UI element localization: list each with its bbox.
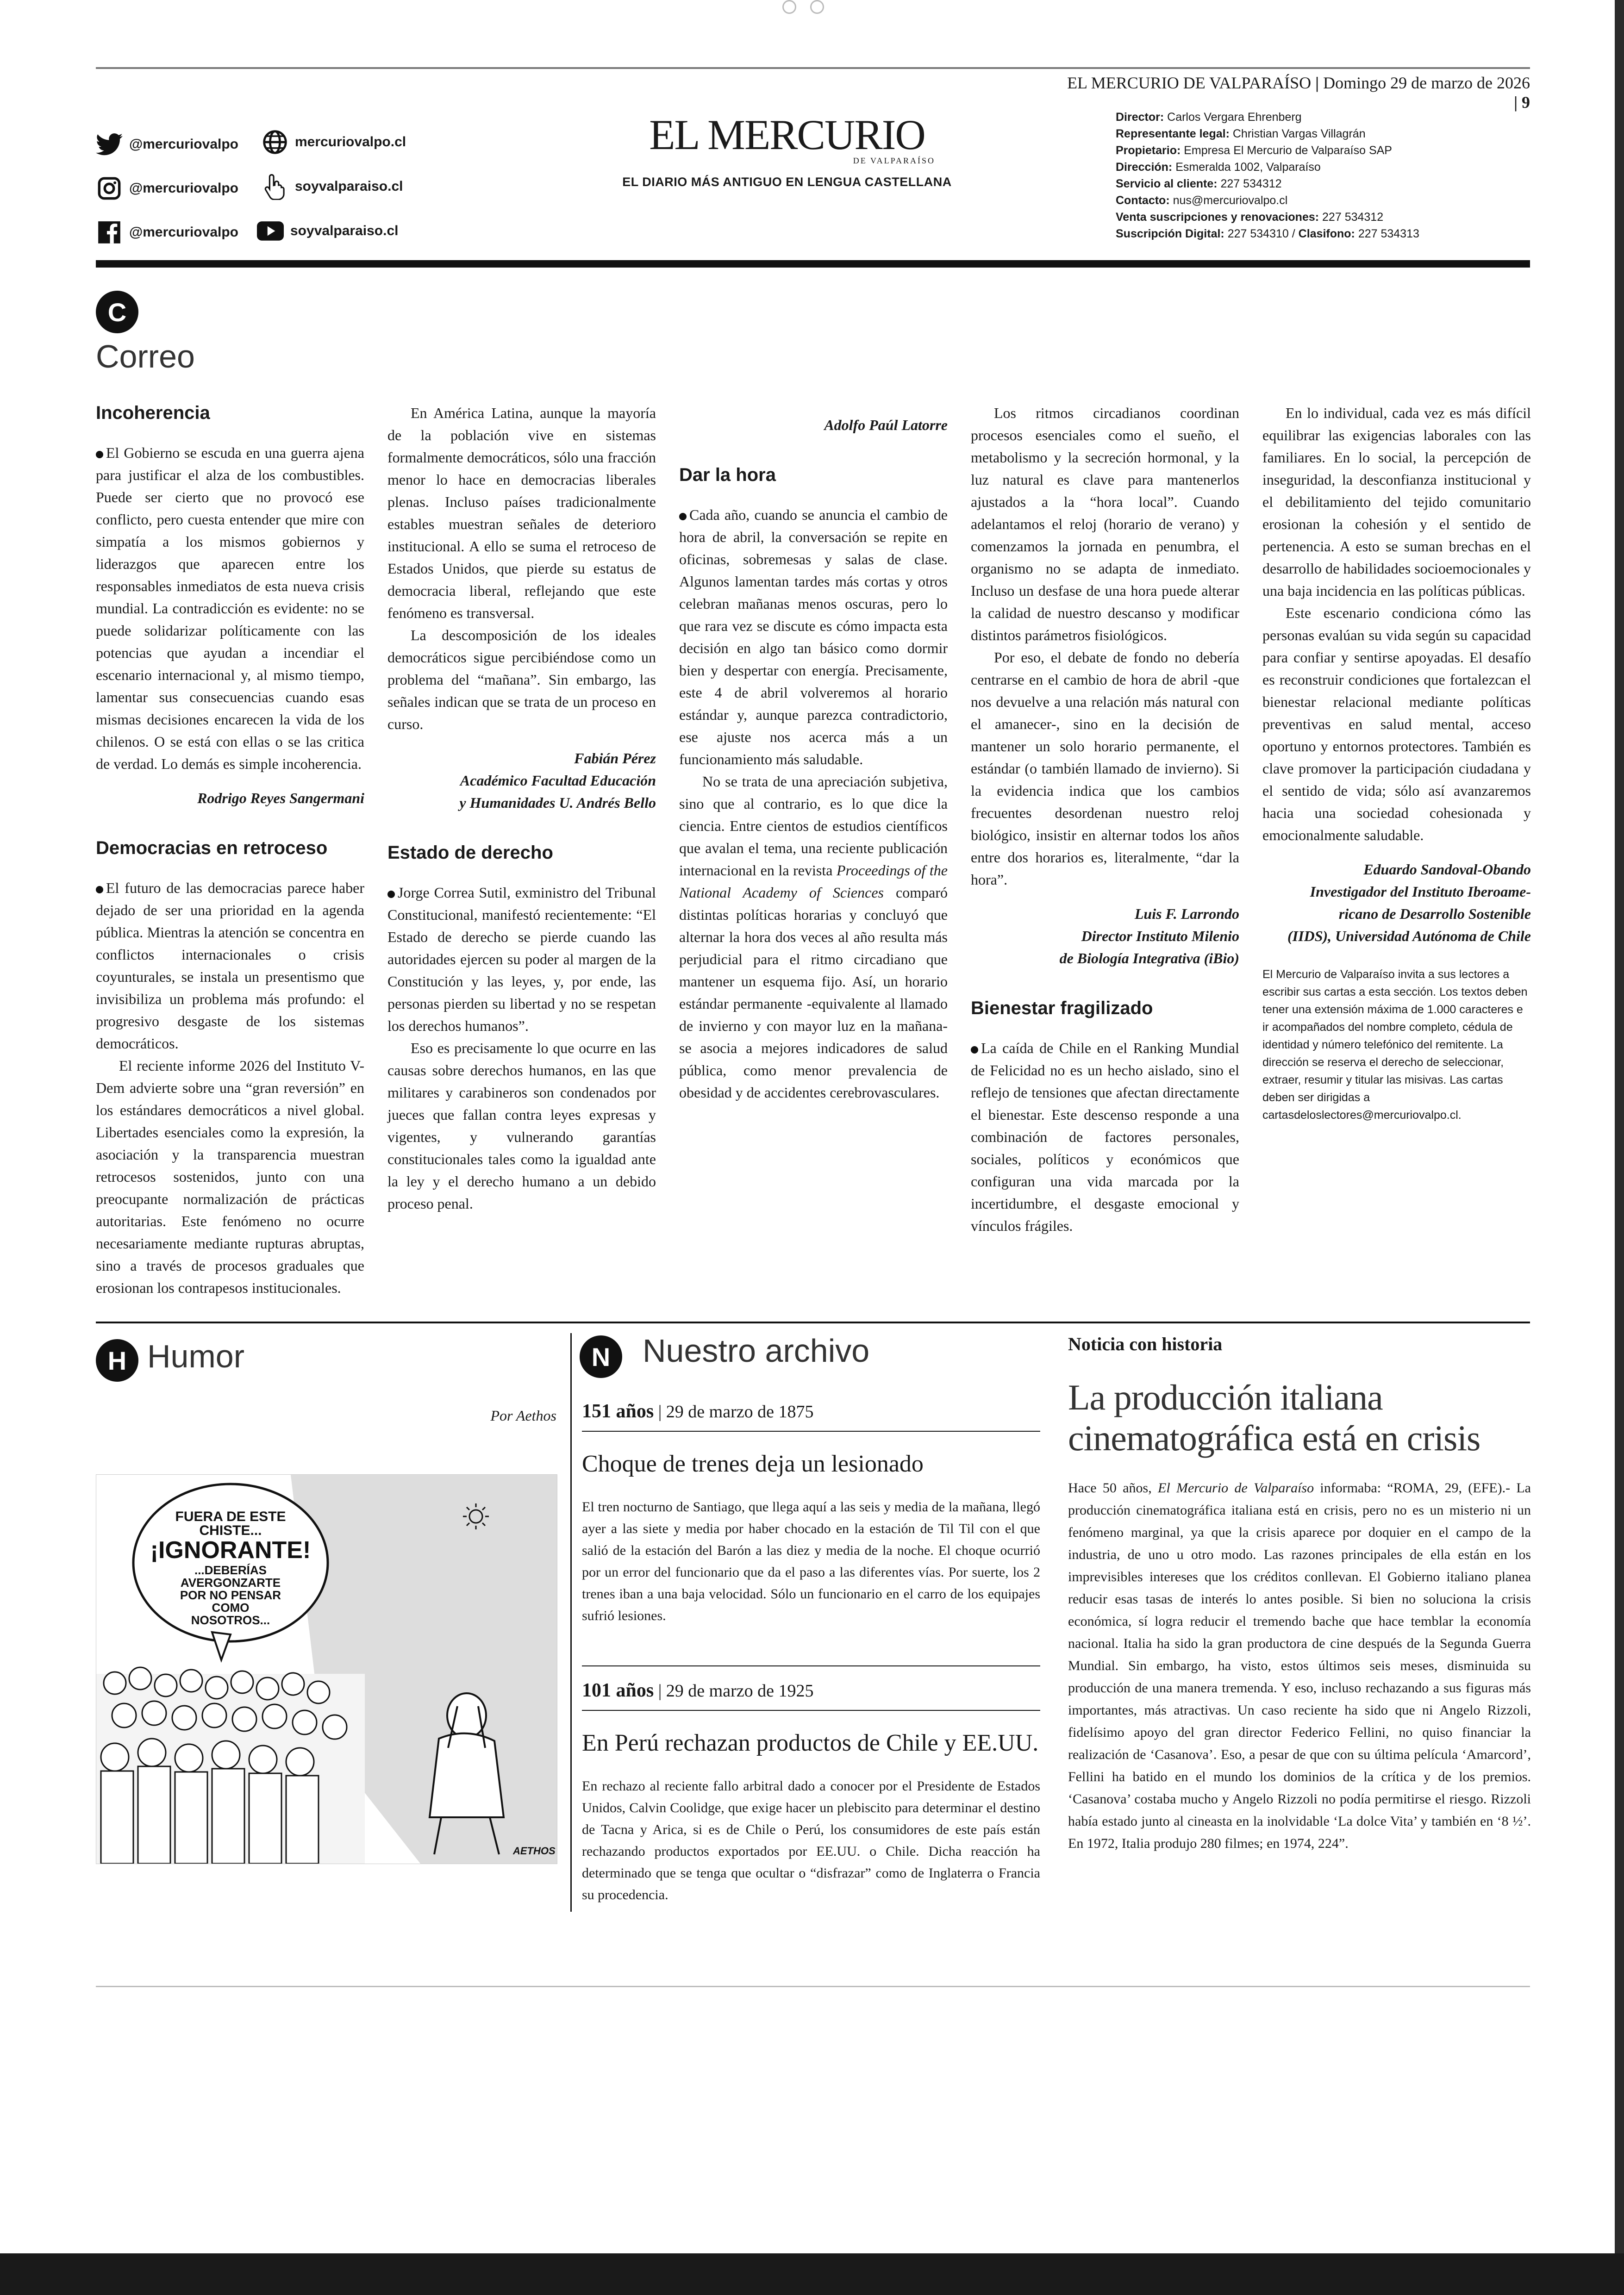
signature-line: Director Instituto Milenio — [1081, 928, 1239, 944]
staff-value: Esmeralda 1002, Valparaíso — [1175, 161, 1321, 174]
social-label: soyvalparaiso.cl — [295, 179, 403, 194]
letter-text: Cada año, cuando se anuncia el cambio de hora de abril, la conversación se repite en oficinas, sobremesas y salas de clase. Algunos lamentan tardes más cortas y otros celebran mañanas menos oscuras, pero lo que rara vez se discute es cómo impacta esta decisión en algo tan básico como dormir bien y despertar con energía. Precisamente, este 4 de abril volveremos al horario estándar y, aunque parezca contradictorio, ese ajuste nos acerca más a un funcionamiento más saludable. — [679, 506, 948, 767]
humor-cartoon — [96, 1474, 557, 1864]
letter-signature — [1262, 858, 1531, 947]
staff-value: Empresa El Mercurio de Valparaíso SAP — [1184, 144, 1392, 157]
signature-line: y Humanidades U. Andrés Bello — [459, 794, 656, 811]
staff-value: 227 534313 — [1358, 227, 1419, 240]
letters-column-2 — [387, 402, 656, 1215]
letters-column-1 — [96, 402, 364, 1299]
bubble-line: ...DEBERÍAS — [194, 1563, 267, 1577]
letter-paragraph — [96, 877, 364, 1054]
section-title-humor: Humor — [147, 1338, 245, 1374]
staff-label: Venta suscripciones y renovaciones: — [1116, 211, 1319, 224]
facebook-icon — [96, 219, 123, 246]
social-label: @mercuriovalpo — [129, 181, 238, 196]
divider — [582, 1710, 1040, 1711]
section-title-correo: Correo — [96, 338, 195, 374]
bubble-line: FUERA DE ESTE — [175, 1509, 286, 1524]
staff-row — [1116, 175, 1532, 192]
social-web[interactable] — [262, 129, 406, 156]
archive-item-dateline — [582, 1679, 1040, 1702]
tagline: EL DIARIO MÁS ANTIGUO EN LENGUA CASTELLANA — [622, 175, 952, 189]
letters-column-3 — [679, 402, 948, 1104]
top-rule — [96, 67, 1530, 69]
cartoon-byline: Por Aethos — [490, 1407, 556, 1424]
letter-paragraph — [96, 442, 364, 775]
staff-row — [1116, 209, 1532, 225]
social-youtube[interactable] — [257, 218, 398, 244]
letter-heading: Dar la hora — [679, 465, 776, 485]
story-kicker: Noticia con historia — [1068, 1334, 1223, 1354]
folio-date: Domingo 29 de marzo de 2026 — [1323, 74, 1530, 92]
letter-paragraph: Este escenario condiciona cómo las personas evalúan su vida según su capacidad para confiar y sentirse apoyadas. El desafío es reconstruir condiciones que fortalezcan el bienestar relacional mediante políticas preventivas en salud mental, acceso oportuno y entornos protectores. También es clave promover la participación ciudadana y el sentido de vida; sólo así avanzaremos hacia una sociedad cohesionada y emocionalmente saludable. — [1262, 605, 1531, 843]
folio-newspaper: EL MERCURIO DE VALPARAÍSO — [1067, 74, 1312, 92]
letter-heading: Democracias en retroceso — [96, 838, 328, 858]
divider — [582, 1431, 1040, 1432]
masthead-logo[interactable] — [579, 113, 995, 166]
staff-label: Representante legal: — [1116, 127, 1230, 140]
archive-item-dateline — [582, 1400, 1040, 1422]
bubble-line: POR NO PENSAR — [180, 1588, 281, 1602]
staff-row — [1116, 125, 1532, 142]
section-title-archivo: Nuestro archivo — [643, 1333, 870, 1369]
letter-paragraph — [387, 881, 656, 1037]
history-news — [1068, 1333, 1531, 1855]
letter-paragraph: En lo individual, cada vez es más difícil equilibrar las exigencias laborales con las familiares. En lo social, la percepción de inseguridad, la desconfianza institucional y el debilitamiento del tejido comunitario erosionan la cohesión y el sentido de pertenencia. A esto se suman brechas en el desarrollo de habilidades socioemocionales y una baja incidencia en las políticas públicas. — [1262, 405, 1531, 599]
social-facebook[interactable] — [96, 219, 238, 246]
staff-box — [1116, 109, 1532, 242]
archive-headline: En Perú rechazan productos de Chile y EE.UU. — [582, 1730, 1039, 1756]
letter-text: comparó distintas políticas horarias y concluyó que alternar la hora dos veces al año resulta más perjudicial para el ritmo circadiano que mantener un esquema fijo. Así, un horario estándar permanente -equivalente al llamado de invierno y con mayor luz en la mañana- se asocia a mejores indicadores de salud pública, como menor prevalencia de obesidad y de accidentes cerebrovasculares. — [679, 884, 948, 1101]
letter-signature — [971, 903, 1239, 969]
signature-line: Luis F. Larrondo — [1134, 905, 1239, 922]
archive-date: | 29 de marzo de 1875 — [658, 1402, 814, 1422]
page-indicator — [782, 0, 847, 14]
letter-paragraph — [971, 1037, 1239, 1237]
letters-column-5 — [1262, 402, 1531, 1124]
journal-name: Proceedings of the National Academy of Sciences — [679, 862, 948, 901]
archive-item — [582, 1400, 1040, 1627]
section-mark-h: H — [96, 1339, 138, 1382]
staff-label: Contacto: — [1116, 194, 1170, 207]
archive-years: 101 años — [582, 1680, 654, 1701]
bullet-icon — [971, 1046, 978, 1054]
signature-line: Eduardo Sandoval-Obando — [1363, 861, 1531, 878]
bubble-line: COMO — [212, 1601, 250, 1615]
staff-row — [1116, 109, 1532, 125]
instagram-icon — [96, 175, 123, 202]
social-instagram[interactable] — [96, 175, 238, 202]
letter-heading: Estado de derecho — [387, 842, 553, 863]
staff-label: Suscripción Digital: — [1116, 227, 1224, 240]
letter-paragraph: El reciente informe 2026 del Instituto V-Dem advierte sobre una “gran reversión” en los estándares democráticos a nivel global. Libertades esenciales como la expresión, la asociación y la transparencia muestran retrocesos sostenidos, junto con una preocupante normalización de prácticas autoritarias. Este fenómeno no ocurre necesariamente mediante rupturas abruptas, sino a través de procesos graduales que erosionan los contrapesos institucionales. — [96, 1057, 364, 1296]
letter-paragraph: Los ritmos circadianos coordinan procesos esenciales como el sueño, el metabolismo y la secreción hormonal, y la luz natural es clave para mantenerlos ajustados a la “hora local”. Cuando adelantamos el reloj (horario de verano) y comenzamos la jornada en penumbra, el organismo no se adapta de inmediato. Incluso un desfase de una hora puede alterar la calidad de nuestro descanso y modificar distintos parámetros fisiológicos. — [971, 405, 1239, 643]
letter-text: El Gobierno se escuda en una guerra ajena para justificar el alza de los combustibles. Puede ser cierto que no provocó ese conflicto, pero cuesta entender que mire con simpatía a los mismos gobiernos y liderazgos que aparecen entre los responsables inmediatos de esta nueva crisis mundial. La contradicción es evidente: no se puede solidarizar políticamente con las potencias que ayudan a incendiar el escenario internacional y, al mismo tiempo, lamentar sus consecuencias cuando esas mismas decisiones encarecen la vida de los chilenos. O se está con ellas o se las critica de verdad. Lo demás es simple incoherencia. — [96, 444, 364, 772]
cartoon-illustration — [96, 1475, 557, 1864]
viewer-bottom-bar — [0, 2253, 1624, 2295]
social-twitter[interactable] — [96, 131, 238, 158]
archive-date: | 29 de marzo de 1925 — [658, 1681, 814, 1701]
page-dot[interactable] — [782, 0, 796, 14]
bubble-line: NOSOTROS... — [191, 1613, 270, 1627]
signature-line: de Biología Integrativa (iBio) — [1059, 950, 1239, 967]
newspaper-name: El Mercurio de Valparaíso — [1158, 1480, 1314, 1496]
letters-column-4 — [971, 402, 1239, 1237]
section-mark-n: N — [580, 1335, 622, 1378]
letter-text: La caída de Chile en el Ranking Mundial de Felicidad no es un hecho aislado, sino el reflejo de tensiones que afectan directamente el bienestar. Este descenso responde a una combinación de factores personales, sociales, políticos y económicos que configuran una vida marcada por la incertidumbre, el desgaste emocional y vínculos frágiles. — [971, 1040, 1239, 1234]
viewer-edge — [1615, 0, 1624, 2295]
staff-value: Carlos Vergara Ehrenberg — [1167, 111, 1302, 124]
staff-value: nus@mercuriovalpo.cl — [1173, 194, 1288, 207]
letter-text: El futuro de las democracias parece haber dejado de ser una prioridad en la agenda pública. Mientras la atención se concentra en conflictos internacionales o crisis coyunturales, se instala un presentismo que invisibiliza un problema más profundo: el progresivo desgaste de los sistemas democráticos. — [96, 879, 364, 1052]
staff-row — [1116, 192, 1532, 209]
signature-line: Fabián Pérez — [574, 750, 656, 767]
bottom-rule — [96, 1986, 1530, 1987]
staff-label: Director: — [1116, 111, 1164, 124]
bubble-line: CHISTE... — [199, 1523, 262, 1538]
staff-label: Propietario: — [1116, 144, 1181, 157]
archive-body: En rechazo al reciente fallo arbitral dado a conocer por el Presidente de Estados Unidos, Calvin Coolidge, que exige hacer un plebiscito para determinar el destino de Tacna y Arica, si es de Chile o Perú, los consumidores de este país están rechazando productos exportados por EE.UU. o Chile. Dicha reacción ha determinado que se tenga que ocultar o “disfrazar” como de Inglaterra o Francia su procedencia. — [582, 1778, 1040, 1902]
letter-heading: Incoherencia — [96, 403, 210, 423]
divider — [582, 1665, 1040, 1666]
bubble-line: ¡IGNORANTE! — [150, 1537, 311, 1564]
archive-item — [582, 1665, 1040, 1906]
story-body — [1068, 1477, 1531, 1855]
hand-pointer-icon — [262, 173, 288, 200]
archive-headline: Choque de trenes deja un lesionado — [582, 1451, 924, 1477]
column-divider — [570, 1333, 572, 1912]
letter-paragraph: Eso es precisamente lo que ocurre en las causas sobre derechos humanos, en las que militares y carabineros son condenados por jueces que fallan contra leyes expresas y vigentes, y vulnerando garantías constitucionales tales como la igualdad ante la ley y el derecho humano a un debido proceso penal. — [387, 1040, 656, 1212]
logo-subtitle: DE VALPARAÍSO — [853, 156, 935, 165]
bullet-icon — [96, 886, 103, 893]
letter-signature: Rodrigo Reyes Sangermani — [197, 790, 364, 806]
staff-row — [1116, 142, 1532, 159]
archive-years: 151 años — [582, 1401, 654, 1422]
staff-row — [1116, 159, 1532, 175]
staff-label: Dirección: — [1116, 161, 1173, 174]
staff-row — [1116, 225, 1532, 242]
page-dot[interactable] — [810, 0, 824, 14]
staff-value: 227 534312 — [1322, 211, 1384, 224]
globe-icon — [262, 129, 288, 156]
letter-paragraph: La descomposición de los ideales democráticos sigue percibiéndose como un problema del “mañana”. Sin embargo, las señales indican que se trata de un proceso en curso. — [387, 627, 656, 732]
section-mark-c: C — [96, 291, 138, 333]
staff-label: Clasifono: — [1298, 227, 1355, 240]
folio: EL MERCURIO DE VALPARAÍSO | Domingo 29 de marzo de 2026 | 9 — [1067, 74, 1530, 112]
staff-value: 227 534312 — [1220, 177, 1282, 190]
letter-paragraph: En América Latina, aunque la mayoría de la población vive en sistemas formalmente democráticos, sólo una fracción menor lo hace en democracias liberales plenas. Incluso países tradicionalmente estables muestran señales de deterioro institucional. A ello se suma el retroceso de Estados Unidos, que pierde su estatus de democracia liberal, reflejando que este fenómeno es transversal. — [387, 405, 656, 621]
letter-signature: Adolfo Paúl Latorre — [824, 417, 948, 433]
logo-title: EL MERCURIO — [649, 111, 925, 158]
social-soyvalparaiso[interactable] — [262, 173, 403, 200]
bullet-icon — [679, 513, 687, 520]
crowd-drawing — [96, 1667, 365, 1864]
page-number: 9 — [1522, 93, 1530, 112]
social-label: soyvalparaiso.cl — [290, 223, 399, 238]
twitter-icon — [96, 131, 123, 158]
social-label: @mercuriovalpo — [129, 137, 238, 152]
social-label: mercuriovalpo.cl — [295, 134, 406, 150]
bullet-icon — [387, 891, 395, 898]
letter-paragraph — [679, 504, 948, 770]
signature-line: Académico Facultad Educación — [460, 772, 656, 789]
youtube-icon — [257, 218, 284, 244]
signature-line: Investigador del Instituto Iberoame- — [1310, 883, 1531, 900]
story-text: Hace 50 años, — [1068, 1480, 1158, 1496]
letters-submission-note: El Mercurio de Valparaíso invita a sus lectores a escribir sus cartas a esta sección. Los textos deben tener una extensión máxima de 1.000 caracteres e ir acompañados del nombre completo, cédula de identidad y número telefónico del remitente. La dirección se reserva el derecho de seleccionar, extraer, resumir y titular las misivas. Las cartas deben ser dirigidas a cartasdeloslectores@mercuriovalpo.cl. — [1262, 968, 1528, 1122]
bubble-line: AVERGONZARTE — [180, 1576, 281, 1590]
letter-text: Jorge Correa Sutil, exministro del Tribunal Constitucional, manifestó recientemente: “El Estado de derecho se pierde cuando las autoridades ejercen su poder al margen de la Constitución y las leyes, y, por ende, las personas pierden su libertad y no se respetan los derechos humanos”. — [387, 884, 656, 1034]
letter-text: No se trata de una apreciación subjetiva, sino que al contrario, es lo que dice la ciencia. Entre cientos de estudios científicos que avalan el tema, una reciente publicación internacional en la revista — [679, 773, 948, 879]
staff-label: Servicio al cliente: — [1116, 177, 1218, 190]
letter-paragraph — [679, 770, 948, 1104]
cartoon-signature: AETHOS — [513, 1845, 556, 1857]
staff-value: 227 534310 / — [1227, 227, 1299, 240]
story-title: La producción italiana cinematográfica está en crisis — [1068, 1377, 1480, 1458]
header-rule — [96, 260, 1530, 268]
letter-heading: Bienestar fragilizado — [971, 998, 1153, 1018]
signature-line: ricano de Desarrollo Sostenible — [1338, 905, 1531, 922]
bullet-icon — [96, 451, 103, 458]
social-label: @mercuriovalpo — [129, 225, 238, 240]
archive-body: El tren nocturno de Santiago, que llega aquí a las seis y media de la mañana, llegó ayer a las siete y media por haber chocado en la estación de Til Til con el que salió de la estación del Barón a las diez y media de la noche. El choque ocurrió por un error del funcionario que da el paso a las diferentes vías. Por suerte, los 2 trenes iban a una baja velocidad. Sólo un funcionario en el carro de los equipajes sufrió lesiones. — [582, 1499, 1040, 1623]
section-rule — [96, 1322, 1530, 1323]
letter-signature — [387, 747, 656, 814]
staff-value: Christian Vargas Villagrán — [1232, 127, 1366, 140]
letter-paragraph: Por eso, el debate de fondo no debería centrarse en el cambio de hora de abril -que nos devuelve a una relación más natural con el amanecer-, sino en la decisión de mantener un solo horario permanente, el estándar (o también llamado de invierno). Si la evidencia indica que los cambios frecuentes desordenan nuestro reloj biológico, insistir en alternar todos los años entre dos horarios es, literalmente, “dar la hora”. — [971, 649, 1239, 888]
story-text: informaba: “ROMA, 29, (EFE).- La producción cinematográfica italiana está en crisis, pero no es un misterio ni un fenómeno marginal, ya que la crisis aparece por doquier en el campo de la industria, de uno u otro modo. Las razones principales de ella están en los imprevisibles intereses que los créditos conllevan. El Gobierno italiano planea reducir esas tasas de interés lo antes posible. Si bien no soluciona la crisis económica, sí logra reducir el tremendo bache que hace temblar la economía nacional. Italia ha sido la gran productora de cine después de la Segunda Guerra Mundial. Sin embargo, ha visto, estos últimos seis meses, disminuida su producción de una manera tremenda. Y eso, incluso rechazando a sus figuras más importantes, más atractivas. Un caso reciente ha sido que ni Angelo Rizzoli, fidelísimo apoyo del gran director Federico Fellini, no quiso financiar la realización de ‘Casanova’. Eso, a pesar de que con su última película ‘Amarcord’, Fellini ha batido en el mundo los dominios de la crítica y de los premios. ‘Casanova’ costaba mucho y Angelo Rizzoli no podía permitirse el riesgo. Rizzoli había estado junto al cineasta en la inolvidable ‘La dolce Vita’ y también en ‘8 ½’. En 1972, Italia produjo 280 filmes; en 1974, 224”. — [1068, 1480, 1531, 1851]
signature-line: (IIDS), Universidad Autónoma de Chile — [1287, 928, 1531, 944]
